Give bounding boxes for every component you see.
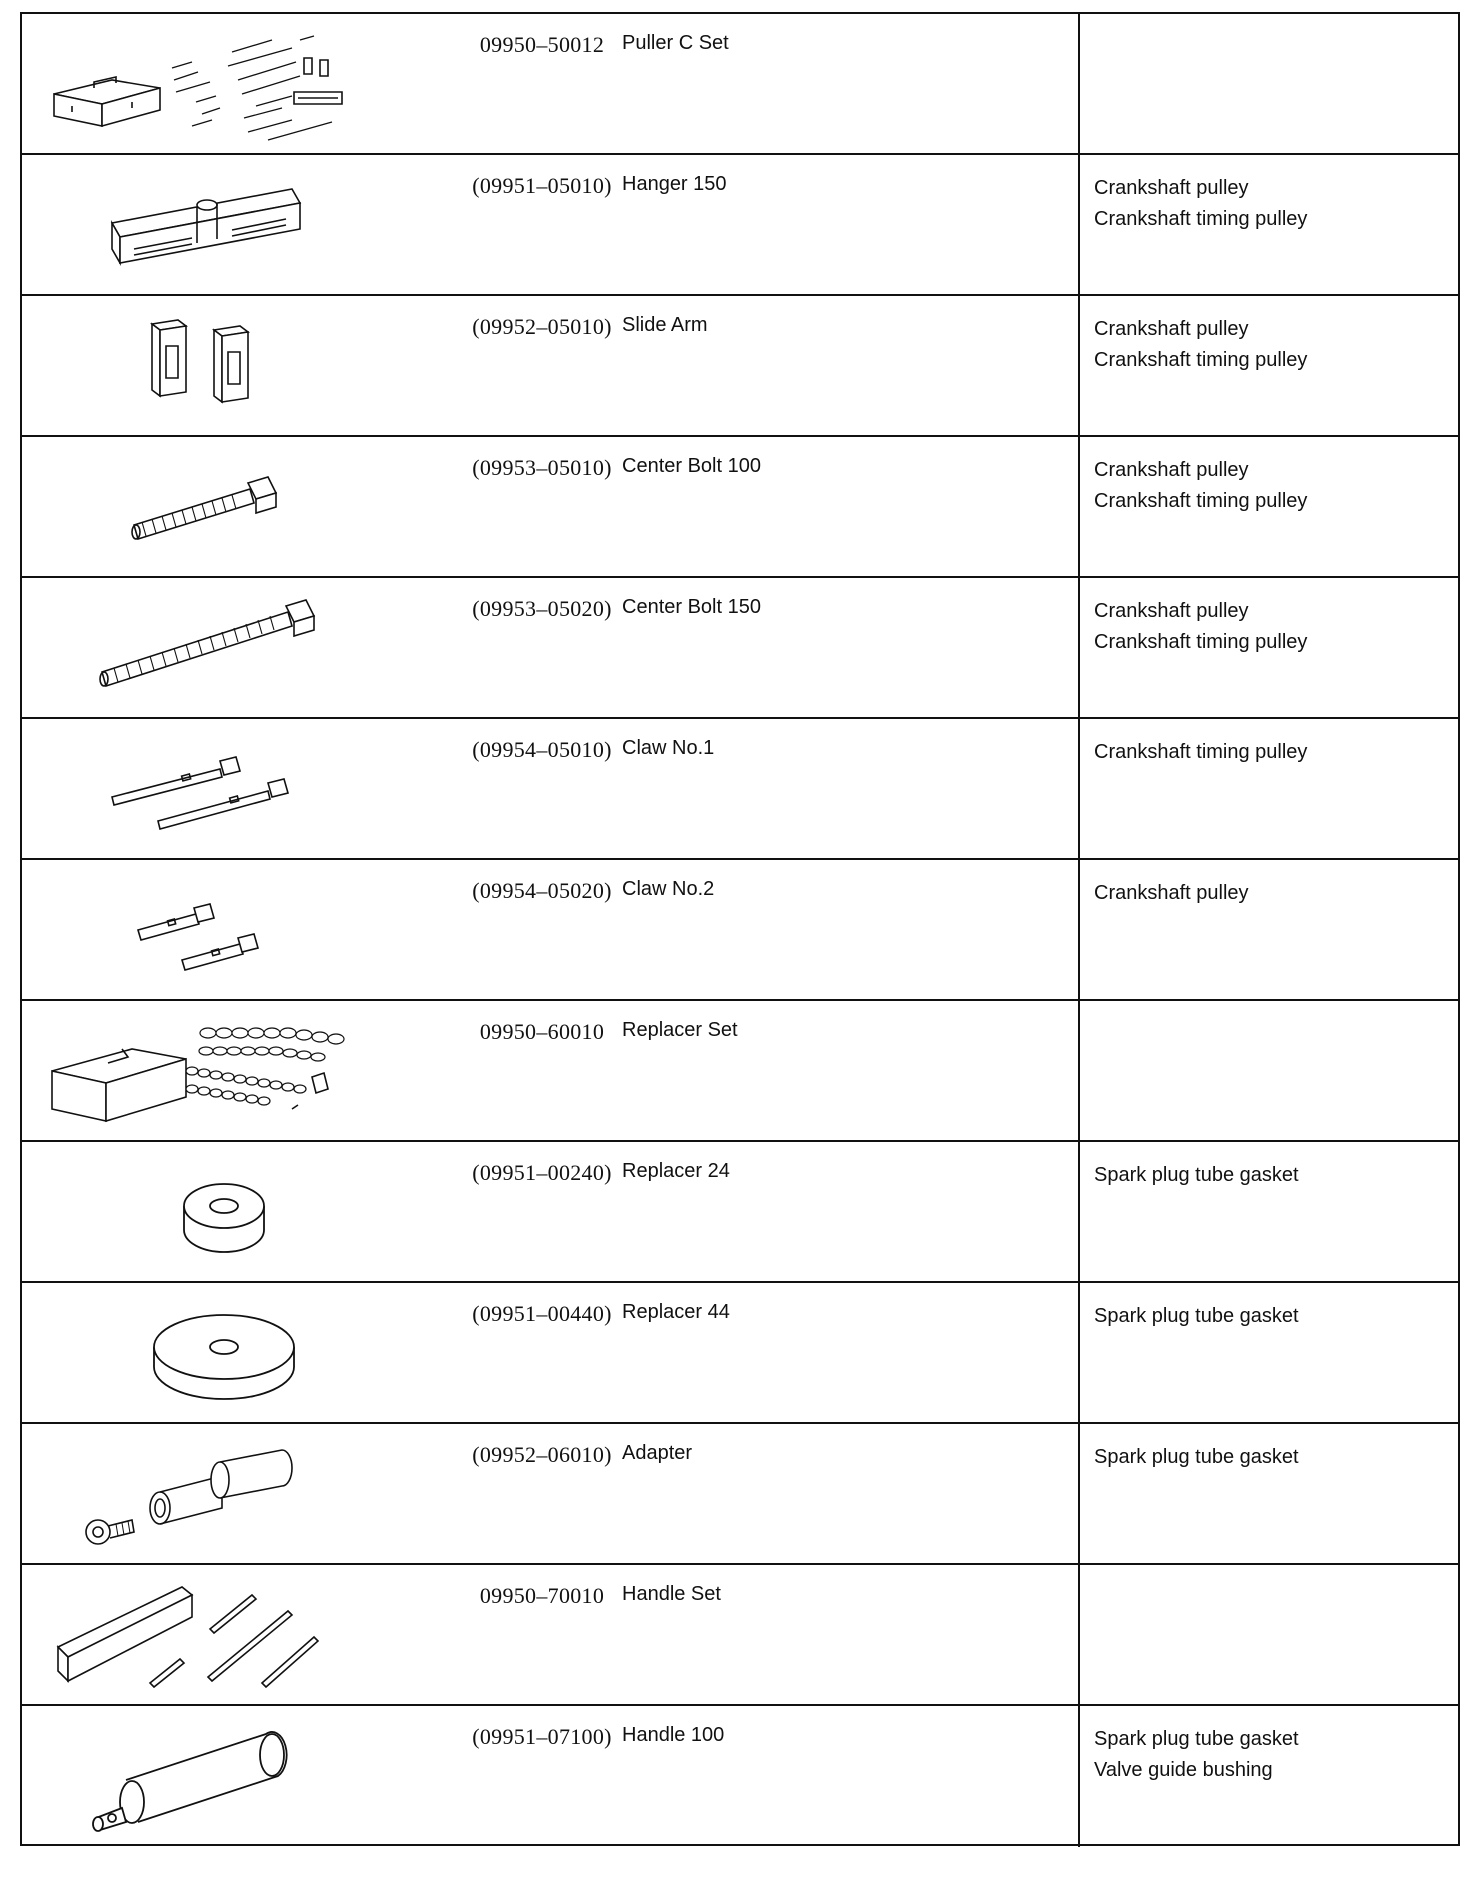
use-line: Valve guide bushing [1094,1759,1273,1781]
use-line: Crankshaft timing pulley [1094,490,1308,512]
table-row [22,578,1458,719]
part-number: (09951–05010) [472,173,612,198]
use-line: Crankshaft timing pulley [1094,349,1308,371]
use-cell [1078,1424,1458,1563]
special-tools-table [20,12,1460,1846]
part-number: (09954–05010) [472,737,612,762]
use-cell [1078,296,1458,435]
adapter-icon [22,1424,442,1563]
tool-name: Slide Arm [622,314,708,336]
use-cell [1078,1706,1458,1847]
use-cell [1078,860,1458,999]
use-line: Spark plug tube gasket [1094,1164,1299,1186]
replacer-set-icon [22,1001,442,1140]
use-line: Spark plug tube gasket [1094,1305,1299,1327]
use-line: Crankshaft pulley [1094,318,1249,340]
use-line: Crankshaft timing pulley [1094,741,1308,763]
part-number: 09950–50012 [479,32,605,57]
use-cell [1078,1142,1458,1281]
part-number: (09953–05020) [472,596,612,621]
table-row [22,1424,1458,1565]
tool-name: Puller C Set [622,32,729,54]
use-cell [1078,14,1458,153]
use-cell [1078,1565,1458,1704]
table-row [22,1565,1458,1706]
table-row [22,1001,1458,1142]
tool-name: Center Bolt 150 [622,596,761,618]
replacer-small-icon [22,1142,442,1281]
table-row [22,1142,1458,1283]
use-cell [1078,719,1458,858]
use-line: Spark plug tube gasket [1094,1728,1299,1750]
tool-name: Center Bolt 100 [622,455,761,477]
table-row [22,155,1458,296]
tool-name: Hanger 150 [622,173,727,195]
table-row [22,860,1458,1001]
use-line: Crankshaft timing pulley [1094,208,1308,230]
tool-name: Handle 100 [622,1724,725,1746]
use-cell [1078,1001,1458,1140]
puller-c-set-icon [22,14,442,153]
part-number: (09953–05010) [472,455,612,480]
part-number: (09952–06010) [472,1442,612,1467]
table-row [22,437,1458,578]
slide-arm-icon [22,296,442,435]
table-row [22,719,1458,860]
use-line: Crankshaft pulley [1094,177,1249,199]
table-row [22,1706,1458,1847]
use-line: Spark plug tube gasket [1094,1446,1299,1468]
handle-icon [22,1706,442,1847]
center-bolt-icon [22,437,442,576]
claw-long-icon [22,719,442,858]
use-cell [1078,155,1458,294]
tool-name: Claw No.1 [622,737,715,759]
table-row [22,14,1458,155]
part-number: (09951–00440) [472,1301,612,1326]
use-cell [1078,437,1458,576]
tool-name: Adapter [622,1442,693,1464]
handle-set-icon [22,1565,442,1704]
tool-name: Replacer Set [622,1019,738,1041]
part-number: 09950–60010 [479,1019,605,1044]
use-line: Crankshaft pulley [1094,600,1249,622]
hanger-icon [22,155,442,294]
part-number: (09954–05020) [472,878,612,903]
center-bolt-long-icon [22,578,442,717]
table-row [22,1283,1458,1424]
tool-name: Handle Set [622,1583,721,1605]
use-line: Crankshaft timing pulley [1094,631,1308,653]
table-row [22,296,1458,437]
use-cell [1078,1283,1458,1422]
part-number: (09952–05010) [472,314,612,339]
use-line: Crankshaft pulley [1094,882,1249,904]
part-number: (09951–07100) [472,1724,612,1749]
part-number: 09950–70010 [479,1583,605,1608]
use-cell [1078,578,1458,717]
claw-short-icon [22,860,442,999]
tool-name: Replacer 24 [622,1160,730,1182]
tool-name: Claw No.2 [622,878,715,900]
part-number: (09951–00240) [472,1160,612,1185]
use-line: Crankshaft pulley [1094,459,1249,481]
replacer-large-icon [22,1283,442,1422]
tool-name: Replacer 44 [622,1301,730,1323]
